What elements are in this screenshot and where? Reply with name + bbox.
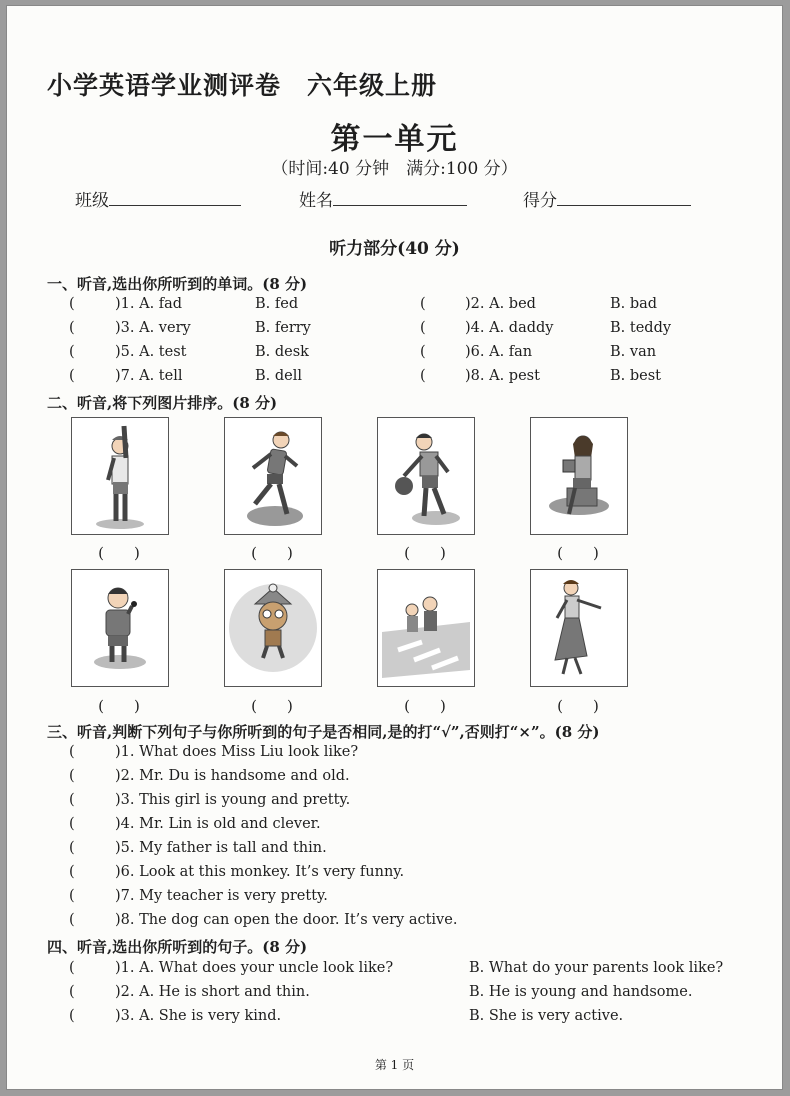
list-item: ( — [69, 744, 75, 760]
class-field — [75, 186, 241, 211]
page-number: 第 1 页 — [374, 1058, 415, 1072]
time-info: （时间:40 分钟 满分:100 分） — [271, 159, 518, 179]
answer-paren[interactable]: ( ) — [98, 697, 140, 715]
name-blank[interactable] — [333, 187, 467, 206]
list-item: ( — [69, 368, 75, 384]
running-boy-picture — [224, 417, 322, 535]
list-item: B. teddy — [610, 320, 672, 336]
unit-title: 第一单元 — [330, 122, 459, 157]
section2-title: 二、听音,将下列图片排序。(8 分) — [47, 394, 278, 412]
listening-part-title: 听力部分(40 分) — [329, 239, 460, 259]
crossing-children-picture — [377, 569, 475, 687]
list-item: ( — [69, 792, 75, 808]
name-field — [299, 186, 467, 211]
list-item: ( — [69, 984, 75, 1000]
answer-paren[interactable]: ( ) — [557, 544, 599, 562]
list-item: ( — [420, 320, 426, 336]
list-item: )3. A. She is very kind. — [115, 1008, 282, 1024]
list-item: )3. A. very — [115, 320, 191, 336]
list-item: )6. Look at this monkey. It’s very funny. — [115, 864, 405, 880]
section4-title: 四、听音,选出你所听到的句子。(8 分) — [47, 938, 308, 956]
class-label: 班级 — [75, 191, 109, 211]
list-item: ( — [69, 296, 75, 312]
list-item: )1. A. fad — [115, 296, 183, 312]
list-item: ( — [69, 960, 75, 976]
list-item: B. fed — [255, 296, 299, 312]
list-item: )4. A. daddy — [465, 320, 554, 336]
reading-girl-picture — [530, 417, 628, 535]
list-item: )2. Mr. Du is handsome and old. — [115, 768, 350, 784]
list-item: B. dell — [255, 368, 303, 384]
list-item: ( — [69, 912, 75, 928]
answer-paren[interactable]: ( ) — [404, 697, 446, 715]
list-item: B. bad — [610, 296, 658, 312]
section3-title: 三、听音,判断下列句子与你所听到的句子是否相同,是的打“√”,否则打“×”。(8 分) — [47, 723, 600, 741]
list-item: B. van — [610, 344, 657, 360]
list-item: B. best — [610, 368, 662, 384]
list-item: ( — [69, 888, 75, 904]
list-item: ( — [69, 768, 75, 784]
answer-paren[interactable]: ( ) — [557, 697, 599, 715]
answer-paren[interactable]: ( ) — [251, 697, 293, 715]
singing-boy-picture — [71, 569, 169, 687]
list-item: )3. This girl is young and pretty. — [115, 792, 351, 808]
series-title: 小学英语学业测评卷 六年级上册 — [47, 71, 438, 100]
list-item: B. What do your parents look like? — [469, 960, 724, 976]
list-item: ( — [69, 816, 75, 832]
section1-title: 一、听音,选出你所听到的单词。(8 分) — [47, 275, 308, 293]
name-label: 姓名 — [299, 191, 333, 211]
list-item: ( — [420, 344, 426, 360]
list-item: ( — [69, 1008, 75, 1024]
list-item: )6. A. fan — [465, 344, 533, 360]
stretching-boy-picture — [71, 417, 169, 535]
list-item: )1. A. What does your uncle look like? — [115, 960, 394, 976]
monkey-clown-picture — [224, 569, 322, 687]
list-item: ( — [69, 840, 75, 856]
list-item: )8. A. pest — [465, 368, 540, 384]
list-item: B. desk — [255, 344, 309, 360]
class-blank[interactable] — [109, 187, 241, 206]
list-item: )2. A. bed — [465, 296, 536, 312]
list-item: )8. The dog can open the door. It’s very active. — [115, 912, 458, 928]
list-item: )5. A. test — [115, 344, 187, 360]
list-item: ( — [420, 368, 426, 384]
list-item: ( — [420, 296, 426, 312]
score-label: 得分 — [523, 191, 557, 211]
answer-paren[interactable]: ( ) — [404, 544, 446, 562]
dancing-woman-picture — [530, 569, 628, 687]
list-item: B. ferry — [255, 320, 311, 336]
answer-paren[interactable]: ( ) — [251, 544, 293, 562]
basketball-boy-picture — [377, 417, 475, 535]
exam-page — [7, 6, 782, 1089]
list-item: ( — [69, 344, 75, 360]
answer-paren[interactable]: ( ) — [98, 544, 140, 562]
list-item: )4. Mr. Lin is old and clever. — [115, 816, 321, 832]
list-item: )5. My father is tall and thin. — [115, 840, 327, 856]
list-item: )7. My teacher is very pretty. — [115, 888, 328, 904]
list-item: B. He is young and handsome. — [469, 984, 693, 1000]
score-field — [523, 186, 691, 211]
list-item: )7. A. tell — [115, 368, 183, 384]
list-item: B. She is very active. — [469, 1008, 624, 1024]
score-blank[interactable] — [557, 187, 691, 206]
list-item: ( — [69, 864, 75, 880]
list-item: )1. What does Miss Liu look like? — [115, 744, 359, 760]
list-item: )2. A. He is short and thin. — [115, 984, 310, 1000]
list-item: ( — [69, 320, 75, 336]
